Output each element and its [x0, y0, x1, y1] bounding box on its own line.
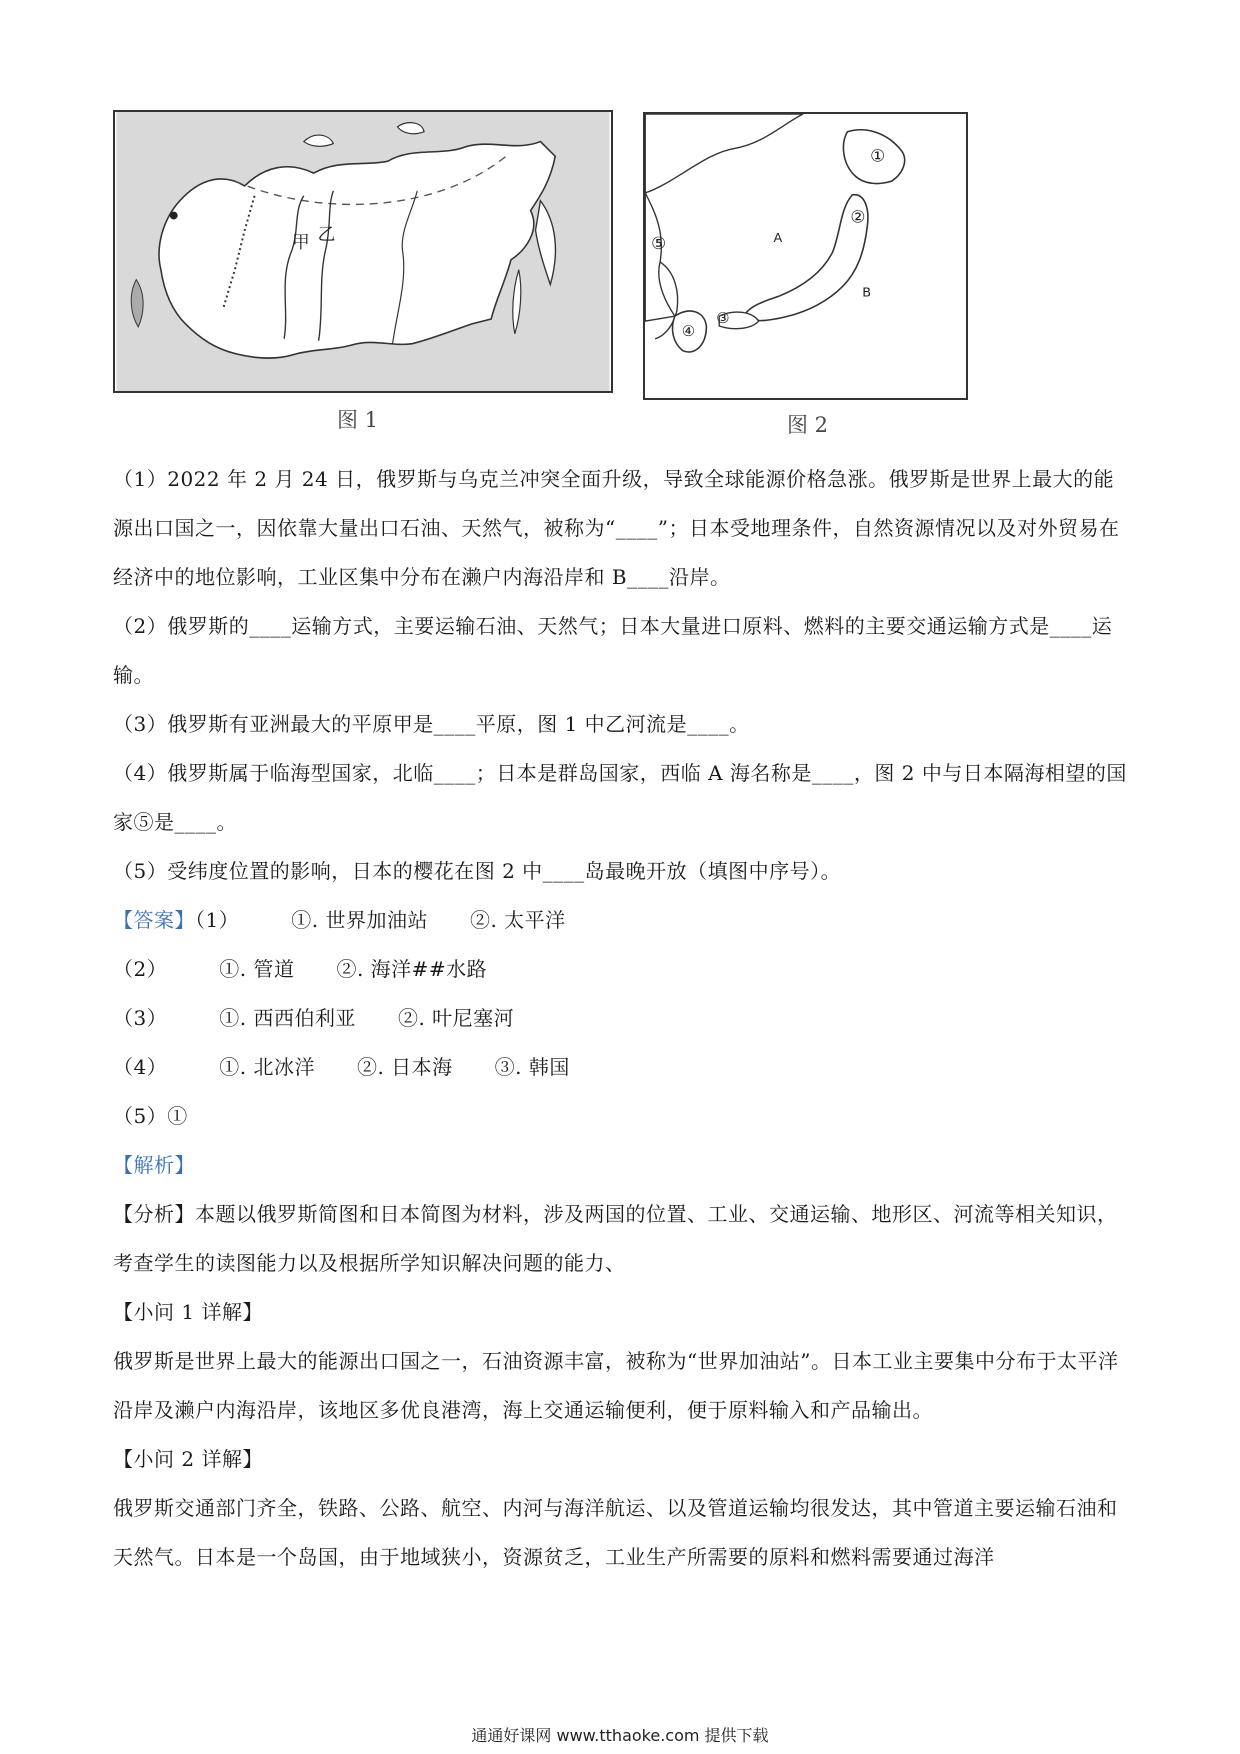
question-2: （2）俄罗斯的____运输方式，主要运输石油、天然气；日本大量进口原料、燃料的主要交通运输方式是____运输。	[113, 614, 1113, 687]
japan-map-drawing	[645, 114, 966, 398]
sub-question-1-title: 【小问 1 详解】	[113, 1300, 263, 1324]
sub-question-1-text: 俄罗斯是世界上最大的能源出口国之一，石油资源丰富，被称为“世界加油站”。日本工业主要集中分布于太平洋沿岸及濑户内海沿岸，该地区多优良港湾，海上交通运输便利，便于原料输入和产品输出。	[113, 1349, 1119, 1422]
answer-item: ②. 叶尼塞河	[397, 1006, 515, 1030]
sub-question-2-title: 【小问 2 详解】	[113, 1447, 263, 1471]
answer-item: ①. 西西伯利亚	[219, 1006, 356, 1030]
label-1: ①	[870, 145, 886, 166]
answer-num: （4）	[113, 1055, 168, 1079]
question-4: （4）俄罗斯属于临海型国家，北临____；日本是群岛国家，西临 A 海名称是____，图 2 中与日本隔海相望的国家⑤是____。	[113, 761, 1127, 834]
analysis-heading	[113, 1141, 1128, 1190]
question-5: （5）受纬度位置的影响，日本的樱花在图 2 中____岛最晚开放（填图中序号）。	[113, 859, 842, 883]
label-jia: 甲	[292, 233, 310, 254]
figure-1-caption: 图 1	[337, 408, 379, 432]
answer-item: ③. 韩国	[494, 1055, 570, 1079]
label-3: ③	[716, 310, 730, 328]
answer-item: ①. 管道	[219, 957, 295, 981]
answer-row-2	[113, 945, 1128, 994]
label-5: ⑤	[651, 233, 667, 254]
sub-question-2-text: 俄罗斯交通部门齐全，铁路、公路、航空、内河与海洋航运、以及管道运输均很发达，其中管道主要运输石油和天然气。日本是一个岛国，由于地域狭小，资源贫乏，工业生产所需要的原料和燃料需要通过海洋	[113, 1496, 1118, 1569]
answer-item: ②. 太平洋	[469, 908, 566, 932]
answer-item: ②. 日本海	[356, 1055, 453, 1079]
figure-2-japan-map	[643, 112, 968, 400]
answer-num: （5）	[113, 1104, 168, 1128]
answer-item: ②. 海洋##水路	[336, 957, 488, 981]
label-A: A	[773, 231, 783, 247]
russia-map-drawing	[115, 112, 611, 391]
page-footer: 通通好课网 www.tthaoke.com 提供下载	[471, 1726, 769, 1745]
analysis-tag: 【解析】	[113, 1153, 195, 1177]
answer-item: ①. 世界加油站	[291, 908, 428, 932]
question-3: （3）俄罗斯有亚洲最大的平原甲是____平原，图 1 中乙河流是____。	[113, 712, 750, 736]
answer-item: ①. 北冰洋	[219, 1055, 315, 1079]
answer-row-1	[113, 896, 1128, 945]
question-1: （1）2022 年 2 月 24 日，俄罗斯与乌克兰冲突全面升级，导致全球能源价格急涨。俄罗斯是世界上最大的能源出口国之一，因依靠大量出口石油、天然气，被称为“____”；日本受地理条件，自然资源情况以及对外贸易在经济中的地位影响，工业区集中分布在濑户内海沿岸和 B____沿岸。	[113, 467, 1120, 589]
answer-num: （1）	[195, 908, 240, 932]
label-4: ④	[681, 322, 696, 340]
analysis-fenxi: 【分析】本题以俄罗斯简图和日本简图为材料，涉及两国的位置、工业、交通运输、地形区、河流等相关知识，考查学生的读图能力以及根据所学知识解决问题的能力、	[113, 1202, 1118, 1275]
figure-1-russia-map	[113, 110, 613, 393]
label-yi: 乙	[317, 225, 336, 246]
answer-tag: 【答案】	[113, 908, 195, 932]
answer-item: ①	[167, 1104, 188, 1128]
figure-2-caption: 图 2	[787, 413, 829, 437]
answer-row-3	[113, 994, 1128, 1043]
label-B: B	[862, 285, 871, 301]
answer-num: （2）	[113, 957, 168, 981]
answer-num: （3）	[113, 1006, 168, 1030]
answer-row-4	[113, 1043, 1128, 1092]
answer-row-5	[113, 1092, 1128, 1141]
label-2: ②	[850, 206, 866, 227]
